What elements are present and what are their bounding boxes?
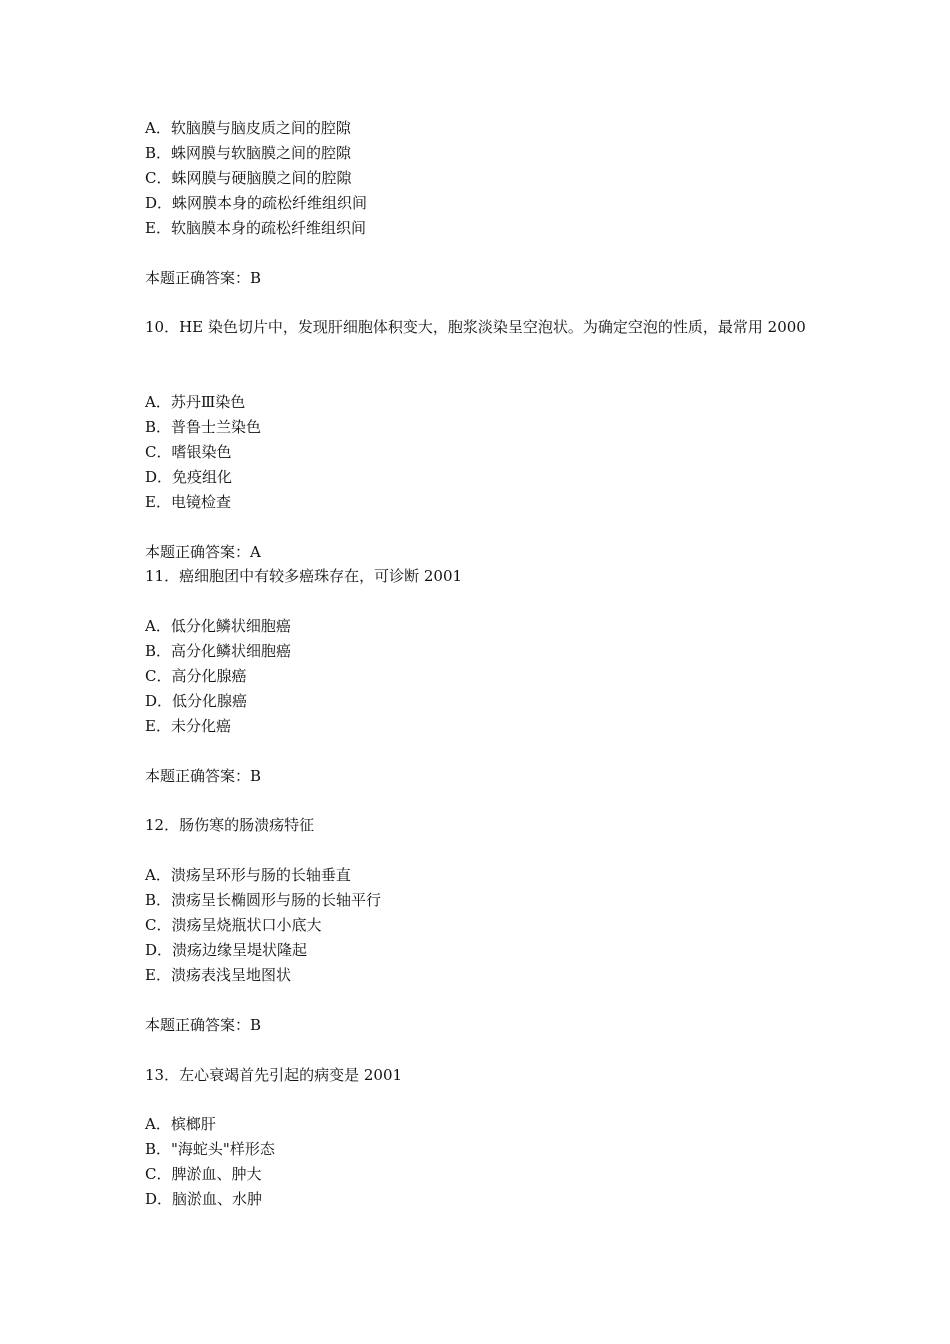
q12-option-e: E．溃疡表浅呈地图状 (145, 966, 291, 984)
q13-option-a: A．槟榔肝 (145, 1115, 216, 1133)
q10-question: 10．HE 染色切片中，发现肝细胞体积变大，胞浆淡染呈空泡状。为确定空泡的性质，最常用 2000 (145, 318, 806, 336)
q10-option-d: D．免疫组化 (145, 468, 233, 486)
q11-question: 11．癌细胞团中有较多癌珠存在，可诊断 2001 (145, 567, 463, 585)
q11-option-b: B．高分化鳞状细胞癌 (145, 642, 292, 660)
q10-option-b: B．普鲁士兰染色 (145, 418, 262, 436)
q11-answer: 本题正确答案：B (145, 767, 262, 785)
q12-option-c: C．溃疡呈烧瓶状口小底大 (145, 916, 322, 934)
q10-answer: 本题正确答案：A (145, 543, 261, 561)
q13-option-d: D．脑淤血、水肿 (145, 1190, 263, 1208)
q9-option-c: C．蛛网膜与硬脑膜之间的腔隙 (145, 169, 352, 187)
q12-question: 12．肠伤寒的肠溃疡特征 (145, 816, 315, 834)
q13-option-c: C．脾淤血、肿大 (145, 1165, 262, 1183)
q11-option-c: C．高分化腺癌 (145, 667, 247, 685)
q12-option-a: A．溃疡呈环形与肠的长轴垂直 (145, 866, 351, 884)
q11-option-d: D．低分化腺癌 (145, 692, 248, 710)
q9-option-d: D．蛛网膜本身的疏松纤维组织间 (145, 194, 368, 212)
q12-option-d: D．溃疡边缘呈堤状隆起 (145, 941, 308, 959)
q12-answer: 本题正确答案：B (145, 1016, 262, 1034)
q10-option-a: A．苏丹Ⅲ染色 (145, 393, 246, 411)
q11-option-e: E．未分化癌 (145, 717, 231, 735)
q9-answer: 本题正确答案：B (145, 269, 262, 287)
q10-option-e: E．电镜检查 (145, 493, 231, 511)
q10-option-c: C．嗜银染色 (145, 443, 232, 461)
q9-option-b: B．蛛网膜与软脑膜之间的腔隙 (145, 144, 352, 162)
q11-option-a: A．低分化鳞状细胞癌 (145, 617, 291, 635)
q13-option-b: B．"海蛇头"样形态 (145, 1140, 275, 1158)
q13-question: 13．左心衰竭首先引起的病变是 2001 (145, 1066, 403, 1084)
q9-option-a: A．软脑膜与脑皮质之间的腔隙 (145, 119, 351, 137)
q9-option-e: E．软脑膜本身的疏松纤维组织间 (145, 219, 366, 237)
q12-option-b: B．溃疡呈长椭圆形与肠的长轴平行 (145, 891, 382, 909)
